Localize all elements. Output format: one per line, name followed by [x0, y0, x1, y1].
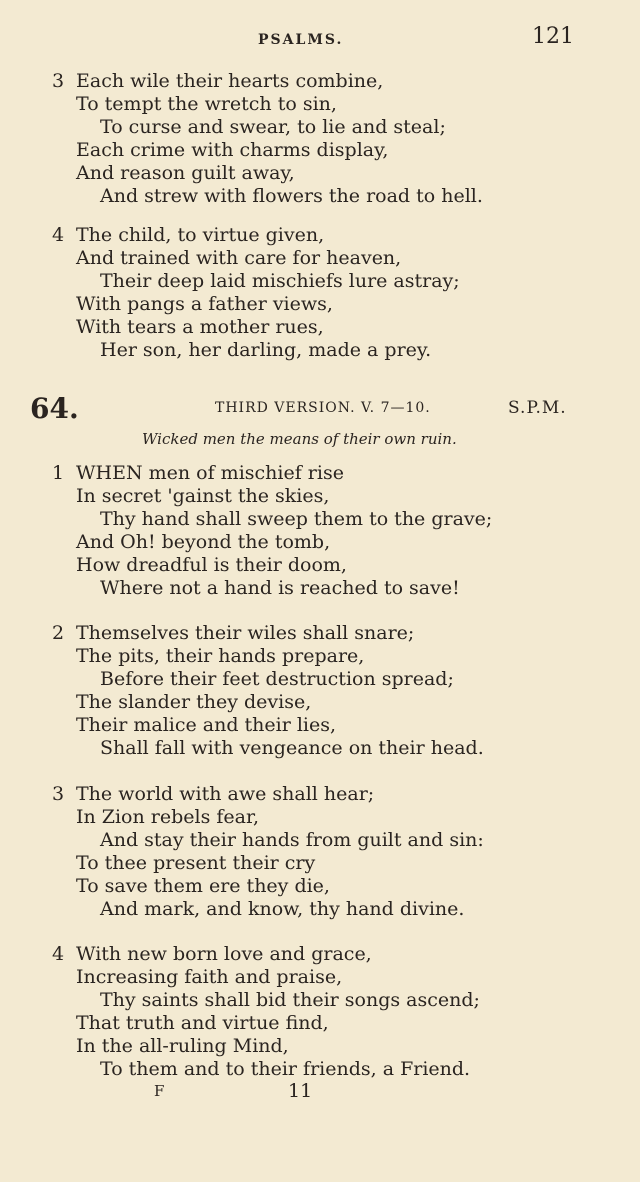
verse-line: And Oh! beyond the tomb,	[76, 531, 331, 553]
verse-line: Thy hand shall sweep them to the grave;	[100, 508, 493, 530]
verse-line: To save them ere they die,	[76, 875, 330, 897]
hymn-meter: S.P.M.	[508, 398, 567, 418]
verse-line: The slander they devise,	[76, 691, 312, 713]
verse-line: Each crime with charms display,	[76, 139, 389, 161]
verse-line: Before their feet destruction spread;	[100, 668, 454, 690]
verse-line: Each wile their hearts combine,	[76, 70, 384, 92]
footer-page-number: 11	[288, 1080, 313, 1102]
verse-line: Shall fall with vengeance on their head.	[100, 737, 484, 759]
verse-line: Increasing faith and praise,	[76, 966, 343, 988]
stanza-number: 3	[52, 70, 65, 92]
hymn-version: THIRD VERSION. V. 7—10.	[215, 400, 431, 416]
verse-line: To curse and swear, to lie and steal;	[100, 116, 446, 138]
verse-line: To them and to their friends, a Friend.	[100, 1058, 471, 1080]
verse-line: With tears a mother rues,	[76, 316, 324, 338]
verse-line: And mark, and know, thy hand divine.	[100, 898, 465, 920]
verse-line: The child, to virtue given,	[76, 224, 325, 246]
verse-line: Her son, her darling, made a prey.	[100, 339, 432, 361]
verse-line: That truth and virtue find,	[76, 1012, 329, 1034]
verse-line: How dreadful is their doom,	[76, 554, 347, 576]
verse-line: To thee present their cry	[76, 852, 316, 874]
stanza-number: 3	[52, 783, 65, 805]
verse-line: Where not a hand is reached to save!	[100, 577, 460, 599]
verse-line: And strew with flowers the road to hell.	[100, 185, 483, 207]
stanza-number: 2	[52, 622, 65, 644]
hymn-subtitle: Wicked men the means of their own ruin.	[142, 430, 457, 448]
verse-line: And trained with care for heaven,	[76, 247, 402, 269]
verse-line: With new born love and grace,	[76, 943, 372, 965]
verse-line: Themselves their wiles shall snare;	[76, 622, 415, 644]
verse-line: With pangs a father views,	[76, 293, 333, 315]
hymn-number: 64.	[30, 392, 79, 425]
verse-line: And reason guilt away,	[76, 162, 295, 184]
running-head-title: PSALMS.	[258, 32, 344, 48]
verse-line: The world with awe shall hear;	[76, 783, 375, 805]
stanza-number: 4	[52, 943, 65, 965]
signature-mark: F	[154, 1082, 165, 1100]
verse-line: In the all-ruling Mind,	[76, 1035, 289, 1057]
page-number: 121	[532, 24, 574, 49]
verse-line: Their malice and their lies,	[76, 714, 337, 736]
verse-line: WHEN men of mischief rise	[76, 462, 344, 484]
verse-line: Their deep laid mischiefs lure astray;	[100, 270, 460, 292]
verse-line: To tempt the wretch to sin,	[76, 93, 337, 115]
verse-line: And stay their hands from guilt and sin:	[100, 829, 484, 851]
hymn-header	[0, 392, 640, 426]
verse-line: In secret 'gainst the skies,	[76, 485, 330, 507]
verse-line: Thy saints shall bid their songs ascend;	[100, 989, 480, 1011]
verse-line: The pits, their hands prepare,	[76, 645, 365, 667]
running-head	[0, 24, 640, 54]
stanza-number: 4	[52, 224, 65, 246]
verse-line: In Zion rebels fear,	[76, 806, 260, 828]
stanza-number: 1	[52, 462, 65, 484]
